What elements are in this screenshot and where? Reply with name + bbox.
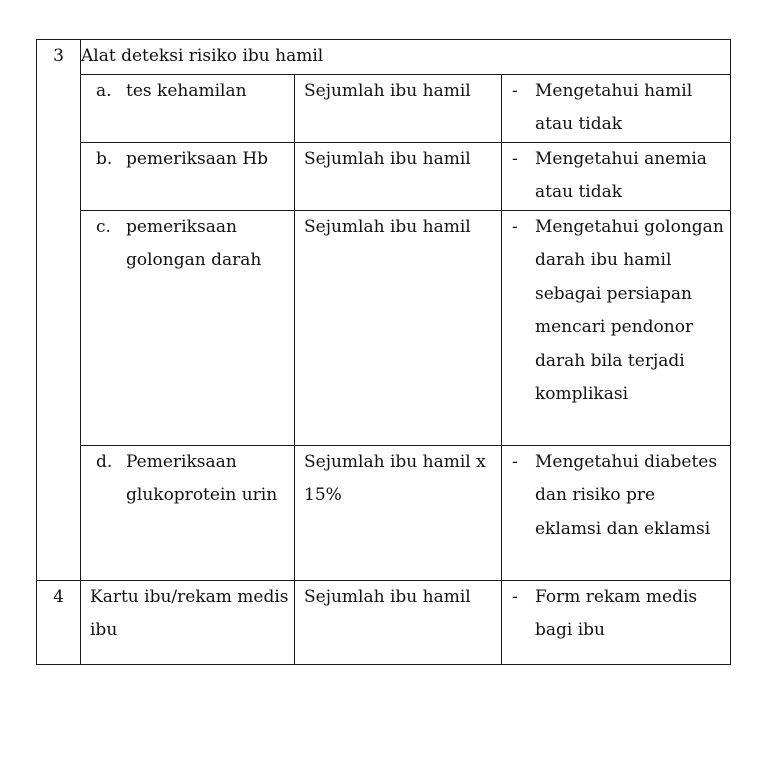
item-purpose-cell (502, 74, 731, 142)
item-purpose-cell (502, 142, 731, 210)
row-number: 4 (53, 586, 64, 607)
item-name: pemeriksaan golongan darah (126, 216, 262, 270)
item-target: Sejumlah ibu hamil (304, 216, 471, 237)
item-name: pemeriksaan Hb (126, 148, 269, 169)
section-title: Alat deteksi risiko ibu hamil (81, 46, 324, 66)
section-title-cell (81, 40, 731, 75)
row-number-cell (37, 580, 81, 664)
item-purpose: Mengetahui hamil atau tidak (535, 80, 693, 134)
item-target-cell (295, 142, 502, 210)
row-number: 3 (53, 46, 64, 66)
item-name: tes kehamilan (126, 80, 247, 101)
bullet-dash: - (512, 586, 518, 607)
item-purpose: Mengetahui golongan darah ibu hamil sebagai persiapan mencari pendonor darah bila terjadi komplikasi (535, 216, 724, 404)
table-row-4 (37, 580, 731, 664)
equipment-table (36, 39, 731, 665)
item-purpose: Mengetahui diabetes dan risiko pre eklamsi dan eklamsi (535, 451, 718, 539)
item-letter: a. (96, 80, 112, 101)
item-target: Sejumlah ibu hamil (304, 586, 471, 607)
row-number-cell (37, 40, 81, 581)
bullet-dash: - (512, 80, 518, 101)
table-row-3-header (37, 40, 731, 75)
item-target-cell (295, 74, 502, 142)
item-purpose-cell (502, 580, 731, 664)
bullet-dash: - (512, 451, 518, 472)
item-letter: c. (96, 216, 111, 237)
item-purpose-cell (502, 210, 731, 445)
bullet-dash: - (512, 216, 518, 237)
item-name-cell (81, 142, 295, 210)
item-purpose: Mengetahui anemia atau tidak (535, 148, 707, 202)
table-row (37, 210, 731, 445)
item-target: Sejumlah ibu hamil x 15% (304, 451, 486, 505)
item-name-cell (81, 580, 295, 664)
bullet-dash: - (512, 148, 518, 169)
table-row (37, 74, 731, 142)
table-row (37, 142, 731, 210)
item-name-cell (81, 210, 295, 445)
table-row (37, 445, 731, 580)
item-target: Sejumlah ibu hamil (304, 80, 471, 101)
item-target-cell (295, 580, 502, 664)
item-name: Pemeriksaan glukoprotein urin (126, 451, 278, 505)
item-name-cell (81, 445, 295, 580)
item-letter: d. (96, 451, 113, 472)
item-name: Kartu ibu/rekam medis ibu (90, 586, 289, 640)
item-target: Sejumlah ibu hamil (304, 148, 471, 169)
item-purpose-cell (502, 445, 731, 580)
item-letter: b. (96, 148, 113, 169)
item-purpose: Form rekam medis bagi ibu (535, 586, 698, 640)
item-name-cell (81, 74, 295, 142)
item-target-cell (295, 445, 502, 580)
item-target-cell (295, 210, 502, 445)
